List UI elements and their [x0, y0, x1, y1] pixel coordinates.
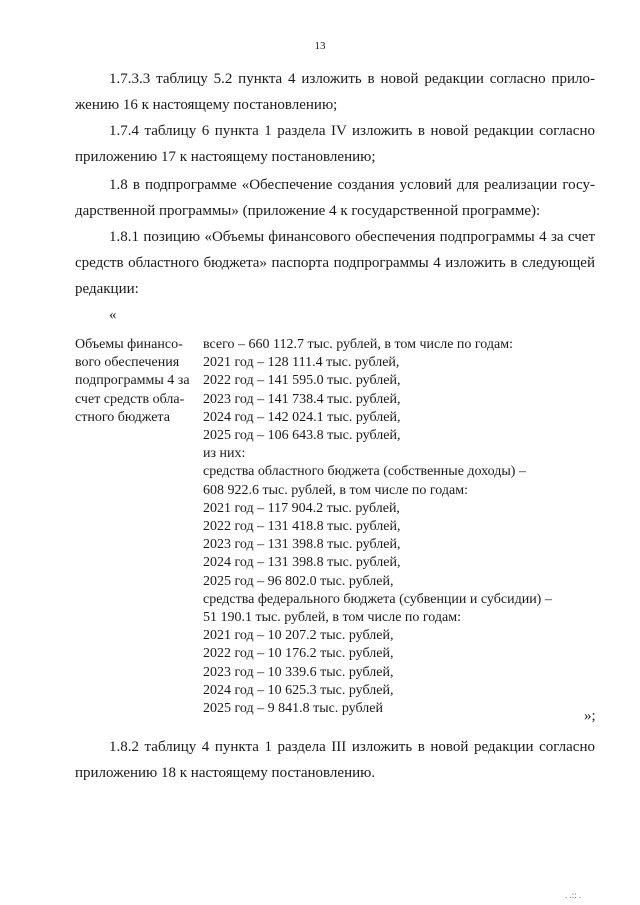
right-cell-line: 2025 год – 96 802.0 тыс. рублей,: [203, 573, 394, 589]
paragraph-1-7-3-3: [75, 66, 595, 118]
right-cell-line: 2021 год – 128 111.4 тыс. рублей,: [203, 355, 400, 371]
right-cell-line: 2022 год – 141 595.0 тыс. рублей,: [203, 373, 401, 389]
paragraph-line: жению 16 к настоящему постановлению;: [75, 97, 338, 113]
right-cell-line: всего – 660 112.7 тыс. рублей, в том числе по годам:: [203, 337, 513, 352]
right-cell-line: 2021 год – 10 207.2 тыс. рублей,: [203, 628, 394, 644]
paragraph-line: 1.7.4 таблицу 6 пункта 1 раздела IV изложить в новой редакции согласно: [109, 123, 595, 139]
paragraph-line: 1.7.3.3 таблицу 5.2 пункта 4 изложить в новой редакции согласно прило-: [109, 71, 595, 87]
right-cell-line: 2025 год – 106 643.8 тыс. рублей,: [203, 428, 401, 444]
paragraph-line: приложению 18 к настоящему постановлению.: [75, 765, 376, 781]
paragraph-line: 1.8.2 таблицу 4 пункта 1 раздела III изложить в новой редакции согласно: [109, 739, 595, 755]
right-cell-line: 51 190.1 тыс. рублей, в том числе по годам:: [203, 610, 461, 626]
left-cell-line: подпрограммы 4 за: [75, 373, 190, 389]
right-cell-line: 2024 год – 10 625.3 тыс. рублей,: [203, 682, 394, 698]
page-number: 13: [314, 40, 326, 52]
paragraph-line: 1.8.1 позицию «Объемы финансового обеспечения подпрограммы 4 за счет: [109, 229, 595, 245]
paragraph-line: приложению 17 к настоящему постановлению;: [75, 149, 376, 165]
opening-quote: «: [109, 307, 117, 323]
right-cell-line: 2023 год – 10 339.6 тыс. рублей,: [203, 664, 394, 680]
table-right-cell: [203, 336, 552, 718]
paragraph-line: редакции:: [75, 281, 139, 297]
left-cell-line: счет средств обла-: [75, 391, 185, 407]
right-cell-line: 2022 год – 131 418.8 тыс. рублей,: [203, 519, 401, 535]
closing-quote: »;: [584, 708, 596, 724]
paragraph-line: дарственной программы» (приложение 4 к государственной программе):: [75, 203, 541, 219]
left-cell-line: стного бюджета: [75, 409, 170, 425]
paragraph-1-8-1: [75, 224, 595, 302]
paragraph-1-8: [75, 172, 595, 224]
right-cell-line: 2023 год – 141 738.4 тыс. рублей,: [203, 391, 401, 407]
right-cell-line: 2024 год – 131 398.8 тыс. рублей,: [203, 555, 401, 571]
scan-specks: . .:: .: [565, 890, 582, 900]
table-left-cell: [75, 336, 190, 427]
left-cell-line: Объемы финансо-: [75, 337, 183, 352]
right-cell-line: 2021 год – 117 904.2 тыс. рублей,: [203, 500, 400, 516]
paragraph-1-8-2: [75, 734, 595, 786]
right-cell-line: из них:: [203, 446, 246, 462]
right-cell-line: средства федерального бюджета (субвенции и субсидии) –: [203, 591, 552, 607]
right-cell-line: 2024 год – 142 024.1 тыс. рублей,: [203, 409, 401, 425]
left-cell-line: вого обеспечения: [75, 355, 180, 371]
right-cell-line: 2023 год – 131 398.8 тыс. рублей,: [203, 537, 401, 553]
right-cell-line: 2025 год – 9 841.8 тыс. рублей: [203, 701, 383, 717]
paragraph-1-7-4: [75, 118, 595, 170]
right-cell-line: 2022 год – 10 176.2 тыс. рублей,: [203, 646, 394, 662]
paragraph-line: средств областного бюджета» паспорта подпрограммы 4 изложить в следующей: [75, 255, 595, 271]
right-cell-line: 608 922.6 тыс. рублей, в том числе по годам:: [203, 482, 468, 498]
paragraph-line: 1.8 в подпрограмме «Обеспечение создания условий для реализации госу-: [109, 177, 595, 193]
right-cell-line: средства областного бюджета (собственные доходы) –: [203, 464, 526, 480]
